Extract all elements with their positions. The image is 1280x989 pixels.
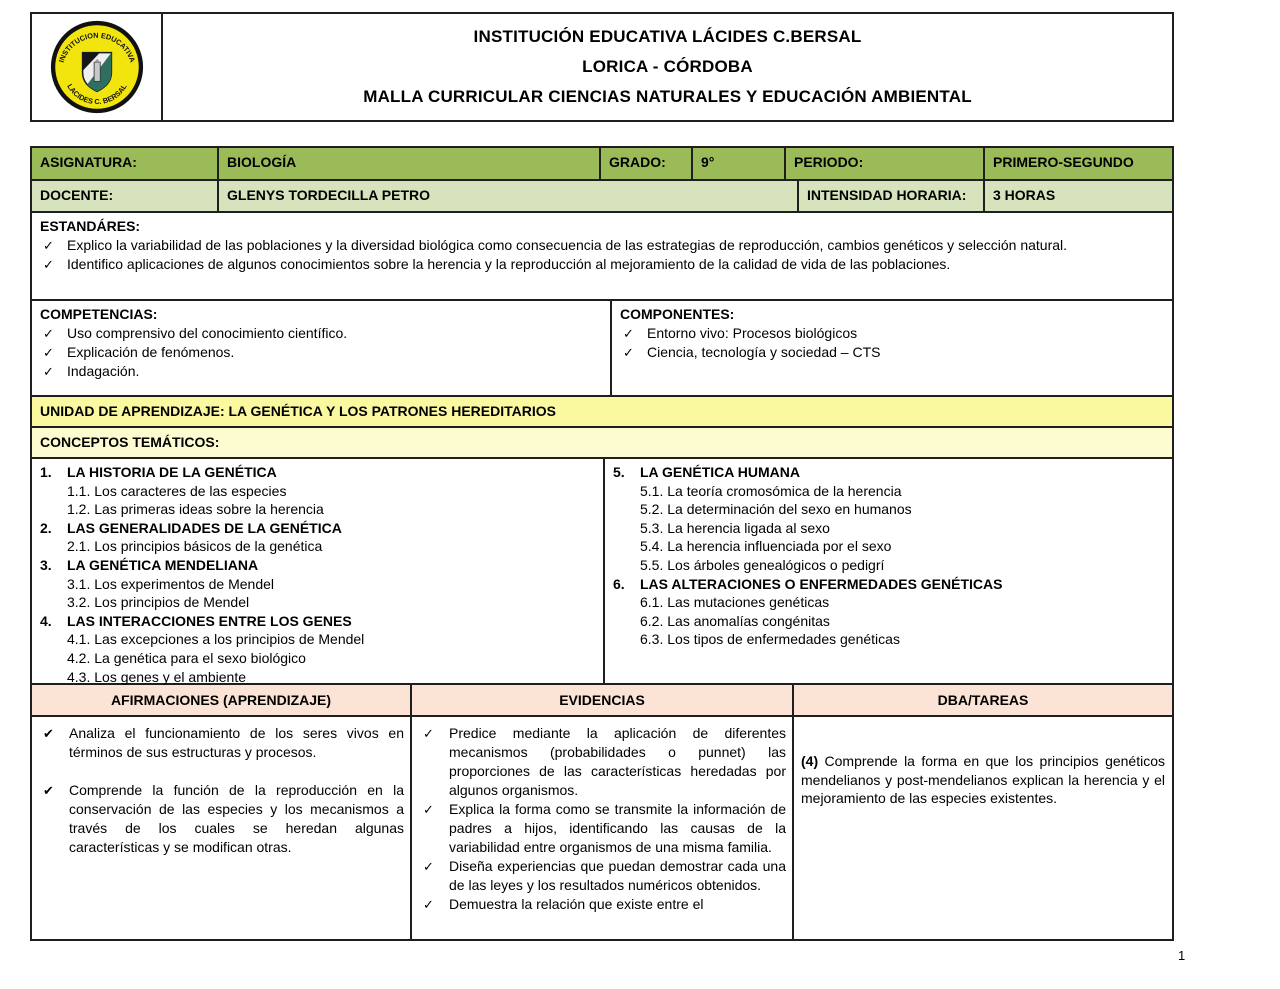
check-icon: ✓ (623, 345, 634, 360)
unidad-aprendizaje-row: UNIDAD DE APRENDIZAJE: LA GENÉTICA Y LOS PATRONES HEREDITARIOS (32, 397, 1172, 428)
concept-item: 3. LA GENÉTICA MENDELIANA (40, 556, 259, 573)
asignatura-value: BIOLOGÍA (219, 148, 601, 179)
periodo-label: PERIODO: (786, 148, 985, 179)
check-icon: ✓ (43, 257, 54, 272)
concept-item: 5.3. La herencia ligada al sexo (640, 519, 830, 536)
asignatura-label: ASIGNATURA: (32, 148, 219, 179)
competencias-componentes-row (32, 301, 1172, 397)
check-icon: ✓ (43, 326, 54, 341)
concept-item: 6. LAS ALTERACIONES O ENFERMEDADES GENÉTICAS (613, 575, 1003, 592)
docente-label: DOCENTE: (32, 181, 219, 211)
logo-bottom-text: LACIDES C. BERSAL (64, 82, 129, 107)
concept-item: 2.1. Los principios básicos de la genética (67, 538, 323, 555)
check-icon: ✓ (43, 364, 54, 379)
check-icon: ✔ (43, 783, 54, 798)
competencia-item: ✓ Uso comprensivo del conocimiento científico. (40, 324, 600, 343)
evidencia-item: ✓ Demuestra la relación que existe entre el (420, 895, 786, 914)
afirmacion-item: ✔ Analiza el funcionamiento de los seres vivos en términos de sus estructuras y procesos. (40, 724, 404, 762)
column-header-afirmaciones: AFIRMACIONES (APRENDIZAJE) (32, 685, 412, 715)
conceptos-right-column (605, 459, 1172, 683)
logo-top-text: INSTITUCION EDUCATIVA (56, 30, 137, 64)
intensidad-label: INTENSIDAD HORARIA: (799, 181, 985, 211)
evidencia-item: ✓ Diseña experiencias que puedan demostrar cada una de las leyes y los resultados numéricos obtenidos. (420, 857, 786, 895)
matrix-body-row (32, 717, 1172, 939)
concept-item: 4.2. La genética para el sexo biológico (67, 649, 306, 666)
concept-item: 3.2. Los principios de Mendel (67, 594, 250, 611)
competencia-item: ✓ Indagación. (40, 362, 600, 381)
docente-value: GLENYS TORDECILLA PETRO (219, 181, 799, 211)
header-titles (163, 14, 1172, 120)
concept-item: 6.1. Las mutaciones genéticas (640, 594, 830, 611)
grado-value: 9° (693, 148, 786, 179)
concept-item: 1.2. Las primeras ideas sobre la herencia (67, 501, 324, 518)
concept-item: 2. LAS GENERALIDADES DE LA GENÉTICA (40, 519, 342, 536)
afirmacion-item: ✔ Comprende la función de la reproducción en la conservación de las especies y los mecanismos a través de los cuales se heredan algunas características y se modifican otras. (40, 781, 404, 857)
componentes-title: COMPONENTES: (620, 306, 735, 322)
grado-label: GRADO: (601, 148, 693, 179)
componentes-section (612, 301, 1172, 395)
info-row-docente (32, 181, 1172, 213)
dba-text: Comprende la forma en que los principios genéticos mendelianos y post-mendelianos explican la herencia y el mejoramiento de las especies existentes. (801, 753, 1166, 807)
concept-item: 4. LAS INTERACCIONES ENTRE LOS GENES (40, 612, 352, 629)
institution-location: LORICA - CÓRDOBA (582, 57, 753, 76)
estandar-text: Explico la variabilidad de las poblaciones y la diversidad biológica como consecuencia de las estrategias de reproducción, cambios genéticos y selección natural. (67, 237, 1068, 253)
intensidad-value: 3 HORAS (993, 187, 1056, 203)
curriculum-table (30, 146, 1174, 941)
estandar-text: Identifico aplicaciones de algunos conocimientos sobre la herencia y la reproducción al mejoramiento de la calidad de vida de las poblaciones. (67, 256, 951, 272)
concept-item: 4.3. Los genes y el ambiente (67, 668, 247, 685)
concept-item: 3.1. Los experimentos de Mendel (67, 575, 275, 592)
check-icon: ✓ (43, 345, 54, 360)
competencias-section (32, 301, 612, 395)
dba-number: (4) (801, 753, 819, 769)
estandar-item (40, 255, 1162, 274)
check-icon: ✔ (43, 726, 54, 741)
concept-item: 5.1. La teoría cromosómica de la herencia (640, 482, 902, 499)
dba-tareas-cell (794, 717, 1172, 939)
column-header-evidencias: EVIDENCIAS (412, 685, 794, 715)
check-icon: ✓ (423, 897, 434, 912)
concept-item: 5. LA GENÉTICA HUMANA (613, 464, 800, 480)
check-icon: ✓ (423, 802, 434, 817)
document-header (30, 12, 1174, 122)
evidencia-item: ✓ Explica la forma como se transmite la información de padres a hijos, identificando las causas de la variabilidad entre organismos de una misma familia. (420, 800, 786, 857)
check-icon: ✓ (423, 726, 434, 741)
estandares-title: ESTANDÁRES: (40, 218, 141, 234)
check-icon: ✓ (43, 238, 54, 253)
periodo-value: PRIMERO-SEGUNDO (993, 154, 1134, 170)
concept-item: 5.2. La determinación del sexo en humanos (640, 501, 912, 518)
concept-item: 6.3. Los tipos de enfermedades genéticas (640, 631, 900, 648)
matrix-header-row (32, 685, 1172, 717)
concept-item: 5.5. Los árboles genealógicos o pedigrí (640, 556, 885, 573)
estandares-section (32, 213, 1172, 301)
document-title: MALLA CURRICULAR CIENCIAS NATURALES Y EDUCACIÓN AMBIENTAL (363, 87, 972, 106)
page-number: 1 (1178, 948, 1186, 963)
componente-item: ✓ Entorno vivo: Procesos biológicos (620, 324, 1162, 343)
afirmaciones-cell (32, 717, 412, 939)
concept-item: 5.4. La herencia influenciada por el sexo (640, 538, 892, 555)
info-row-asignatura (32, 148, 1172, 181)
logo-cell (32, 14, 163, 120)
document-page (30, 12, 1174, 941)
school-logo-icon (48, 19, 146, 115)
dba-paragraph (801, 752, 1165, 808)
conceptos-body (32, 459, 1172, 685)
competencias-title: COMPETENCIAS: (40, 306, 158, 322)
concept-item: 1. LA HISTORIA DE LA GENÉTICA (40, 464, 277, 480)
evidencias-cell (412, 717, 794, 939)
concept-item: 4.1. Las excepciones a los principios de Mendel (67, 631, 365, 648)
competencia-item: ✓ Explicación de fenómenos. (40, 343, 600, 362)
column-header-dba-tareas: DBA/TAREAS (937, 692, 1029, 708)
estandar-item (40, 236, 1162, 255)
concept-item: 6.2. Las anomalías congénitas (640, 612, 830, 629)
componente-item: ✓ Ciencia, tecnología y sociedad – CTS (620, 343, 1162, 362)
institution-name: INSTITUCIÓN EDUCATIVA LÁCIDES C.BERSAL (473, 27, 862, 46)
evidencia-item: ✓ Predice mediante la aplicación de diferentes mecanismos (probabilidades o punnet) las proporciones de las características heredadas por algunos organismos. (420, 724, 786, 800)
check-icon: ✓ (423, 859, 434, 874)
conceptos-tematicos-row: CONCEPTOS TEMÁTICOS: (32, 428, 1172, 459)
check-icon: ✓ (623, 326, 634, 341)
concept-item: 1.1. Los caracteres de las especies (67, 482, 287, 499)
conceptos-left-column (32, 459, 605, 683)
